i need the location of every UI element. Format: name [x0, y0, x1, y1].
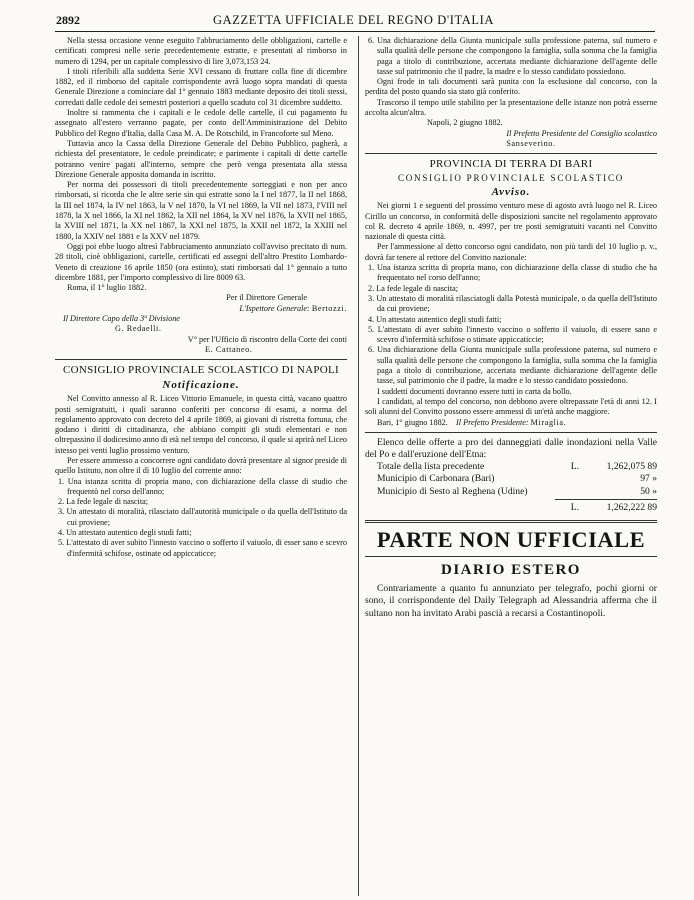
- header-rule: [55, 31, 655, 32]
- signature-name: G. Redaelli.: [115, 324, 162, 334]
- donations-total: 1,262,222 89: [606, 502, 657, 514]
- parte-non-ufficiale-heading: PARTE NON UFFICIALE: [376, 526, 646, 552]
- paragraph: Nel Convitto annesso al R. Liceo Vittorio Emanuele, in questa città, vacano quattro posti semigratuiti, i quali saranno conferiti per concorso di esami, a norma del regolamento approvato con decreto del 4 aprile 1869, ai giovani di ristretta fortuna, che godano i diritti di cittadinanza, che abbiano compiti gli studi elementari e non oltrepassino il dodicesimo anno di età nel tempo del concorso, il quale si aprirà nel Liceo istesso pei venti luglio prossimo venturo.: [55, 394, 347, 455]
- paragraph: Per l'ammessione al detto concorso ogni candidato, non più tardi del 10 luglio p. v., dovrà far tenere al rettore del Convitto nazionale:: [365, 242, 657, 262]
- section-rule: [365, 556, 657, 557]
- paragraph: Nella stessa occasione venne eseguito l'abbruciamento delle obbligazioni, cartelle e certificati compresi nelle serie precedentemente estratte, e presentati al rimborso in numero di 1294, per un capitale complessivo di lire 3,073,153 24.: [55, 36, 347, 66]
- list-item: 1. Una istanza scritta di propria mano, con dichiarazione della classe di studio che ha frequentato nel corso dell'anno;: [368, 263, 657, 283]
- section-rule: [365, 153, 657, 154]
- paragraph: Oggi poi ebbe luogo altresì l'abbruciamento annunziato coll'avviso precitato di num. 28 titoli, cioè obbligazioni, cartelle, certificati ed assegni dell'altro Prestito Lombardo-Veneto di creazione 16 aprile 1850 (ora estinto), stati rimborsati dal 1° gennaio a tutto dicembre 1881, per l'importo complessivo di lire 8009 63.: [55, 241, 347, 282]
- signature-name: Sanseverino.: [506, 138, 556, 148]
- list-item: 6. Una dichiarazione della Giunta municipale sulla professione paterna, sul numero e sulla qualità delle persone che compongono la famiglia, sulla somma che la famiglia paga a titolo di contribuzione, accertata mediante dichiarazione dell'agente delle tasse, sul patrimonio che il padre, la madre e lo stesso candidato possiedono.: [368, 345, 657, 386]
- section-rule: [365, 520, 657, 523]
- paragraph: Tuttavia anco la Cassa della Direzione Generale del Debito Pubblico, pagherà, a richiesta del presentatore, le cedole preindicate; e parimente i capitali di dette cartelle potranno venire pagati all'interno, sempre che però venga presentata alla stessa Direzione Generale apposita domanda in iscritto.: [55, 138, 347, 179]
- list-item: 2. La fede legale di nascita;: [58, 497, 149, 507]
- signature-title: Il Prefetto Presidente del Consiglio scolastico: [506, 128, 657, 138]
- signature-line: [365, 418, 657, 428]
- section-title: PROVINCIA DI TERRA DI BARI: [429, 158, 593, 171]
- donation-row: [365, 473, 657, 486]
- paragraph: Inoltre si rammenta che i capitali e le cedole delle cartelle, il cui pagamento fu assegnato all'estero verranno pagate, per conto dell'Amministrazione del Debito Pubblico del Regno d'Italia, dalla Casa M. A. De Rotschild, in Francoforte sul Meno.: [55, 108, 347, 138]
- left-column: [55, 36, 347, 559]
- paragraph: Contrariamente a quanto fu annunziato per telegrafo, pochi giorni or sono, il corrispondente del Daily Telegraph ad Alessandria afferma che il sultano non ha invitato Arabi pascià a recarsi a Costantinopoli.: [365, 582, 657, 619]
- signature-title: Il Direttore Capo della 3ª Divisione: [63, 314, 180, 324]
- paragraph: I suddetti documenti dovranno essere tutti in carta da bollo.: [377, 386, 572, 396]
- donation-row: [365, 486, 657, 499]
- list-item: 2. La fede legale di nascita;: [368, 283, 459, 293]
- paragraph: I candidati, al tempo del concorso, non debbono avere oltrepassate l'età di anni 12. I soli alunni del Convitto possono essere ammessi di un'età anche maggiore.: [365, 396, 657, 417]
- signature-name: Bertozzi.: [311, 303, 347, 313]
- paragraph: I titoli riferibili alla suddetta Serie XVI cessano di fruttare colla fine di dicembre 1882, ed il rimborso del capitale corrispondente avrà luogo sopra mandati di questa Generale Direzione a cominciare dal 1° gennaio 1883 mediante deposito dei titoli stessi, corredati dalle cedole dei semestri posteriori a quello scaduto col 31 dicembre suddetto.: [55, 66, 347, 107]
- column-divider: [358, 36, 359, 896]
- signature-line: V° per l'Ufficio di riscontro della Corte dei conti: [187, 334, 347, 344]
- dateline: Roma, il 1° luglio 1882.: [67, 283, 147, 293]
- paragraph: Per norma dei possessori di titoli precedentemente sorteggiati e non per anco rimborsati, si ricorda che le altre serie sin qui estratte sono la I nel 1877, la II nel 1868, la III nel 1874, la IV nel 1863, la V nel 1870, la VI nel 1869, la VII nel 1873, l'VIII nel 1878, la X nel 1866, la XI nel 1862, la XII nel 1864, la XV nel 1876, la XVII nel 1865, la XVIII nel 1871, la XX nel 1867, la XXI nel 1875, la XXII nel 1872, la XXIII nel 1880, la XXIV nel 1881 e la XXV nel 1879.: [55, 180, 347, 241]
- donation-currency: L.: [570, 460, 579, 472]
- list-item: 1. Una istanza scritta di propria mano, con dichiarazione della classe di studio che frequentò nel corso dell'anno;: [58, 476, 347, 496]
- donation-label: Totale della lista precedente: [377, 460, 485, 472]
- list-item: 6. Una dichiarazione della Giunta municipale sulla professione paterna, sul numero e sulla qualità delle persone che compongono la famiglia, sulla somma che la famiglia paga a titolo di contribuzione, accertata mediante dichiarazione dell'agente delle tasse sul patrimonio che il padre, la madre e lo stesso candidato possiedono.: [368, 36, 657, 76]
- donations-title: Elenco delle offerte a pro dei danneggiati dalle inondazioni nella Valle del Po e dall'eruzione dell'Etna:: [365, 436, 657, 460]
- donation-label: Municipio di Carbonara (Bari): [377, 473, 495, 485]
- section-notice: Avviso.: [491, 186, 531, 199]
- dateline: Bari, 1° giugno 1882.: [377, 417, 448, 427]
- donation-amount: 50 »: [640, 485, 657, 497]
- signature-title: Il Prefetto Presidente:: [456, 417, 529, 427]
- signature-name: Miraglia.: [530, 417, 567, 427]
- donation-amount: 97 »: [640, 473, 657, 485]
- signature-title: L'Ispettore Generale:: [239, 303, 310, 313]
- page-header: [48, 10, 648, 30]
- paragraph: Trascorso il tempo utile stabilito per la presentazione delle istanze non potrà esserne accolta alcun'altra.: [365, 97, 657, 118]
- section-rule: [55, 359, 347, 360]
- paragraph: Ogni frode in tali documenti sarà punita con la esclusione dal concorso, con la perdita del posto quando sia stato già conferito.: [365, 77, 657, 97]
- list-item: 4. Un attestato autentico degli studi fatti;: [368, 314, 502, 324]
- donation-currency: [557, 473, 579, 486]
- list-item: 5. L'attestato di aver subito l'innesto vaccino o sofferto il vaiuolo, di esser sano e scevro d'infermità schifose, ostinate od appiccaticce;: [58, 538, 347, 558]
- right-column: [365, 36, 657, 620]
- paragraph: Per essere ammesso a concorrere ogni candidato dovrà presentare al signor preside di quello Istituto, non oltre il dì 10 luglio del corrente anno:: [55, 455, 347, 476]
- diario-estero-heading: DIARIO ESTERO: [441, 561, 581, 578]
- signature-line: [55, 304, 347, 314]
- donation-row: [365, 461, 657, 474]
- list-item: 3. Un attestato di moralità, rilasciato dall'autorità municipale o da quella dell'Istituto da cui proviene;: [58, 507, 347, 527]
- section-title: CONSIGLIO PROVINCIALE SCOLASTICO DI NAPOLI: [63, 364, 339, 377]
- section-rule: [365, 432, 657, 433]
- signature-name: E. Cattaneo.: [205, 344, 253, 354]
- dateline: Napoli, 2 giugno 1882.: [427, 118, 503, 128]
- total-rule: [555, 499, 657, 500]
- donations-total-row: [365, 502, 657, 515]
- total-currency: L.: [570, 502, 579, 514]
- donation-amount: 1,262,075 89: [606, 460, 657, 472]
- newspaper-title: GAZZETTA UFFICIALE DEL REGNO D'ITALIA: [213, 13, 494, 27]
- section-notice: Notificazione.: [162, 379, 240, 392]
- list-item: 5. L'attestato di aver subito l'innesto vaccino o sofferto il vaiuolo, di essere sano e scevro d'infermità schifose o stimate appiccaticcie;: [368, 324, 657, 345]
- signature-line: Per il Direttore Generale: [226, 293, 307, 303]
- list-item: 4. Un attestato autentico degli studi fatti;: [58, 528, 192, 538]
- page-number: 2892: [56, 13, 80, 27]
- list-item: 3. Un attestato di moralità rilasciatogli dalla Potestà municipale, o da quella dell'Istituto da cui proviene;: [368, 293, 657, 314]
- donation-label: Municipio di Sesto al Reghena (Udine): [377, 485, 528, 497]
- donation-currency: [557, 486, 579, 499]
- paragraph: Nei giorni 1 e seguenti del prossimo venturo mese di agosto avrà luogo nel R. Liceo Cirillo un concorso, in conformità delle disposizioni sancite nel regolamento approvato col R. decreto 4 aprile 1869, n. 4997, per tre posti semigratuiti vacanti nel Convitto nazionale di questa città.: [365, 201, 657, 242]
- section-subtitle: CONSIGLIO PROVINCIALE SCOLASTICO: [397, 173, 625, 184]
